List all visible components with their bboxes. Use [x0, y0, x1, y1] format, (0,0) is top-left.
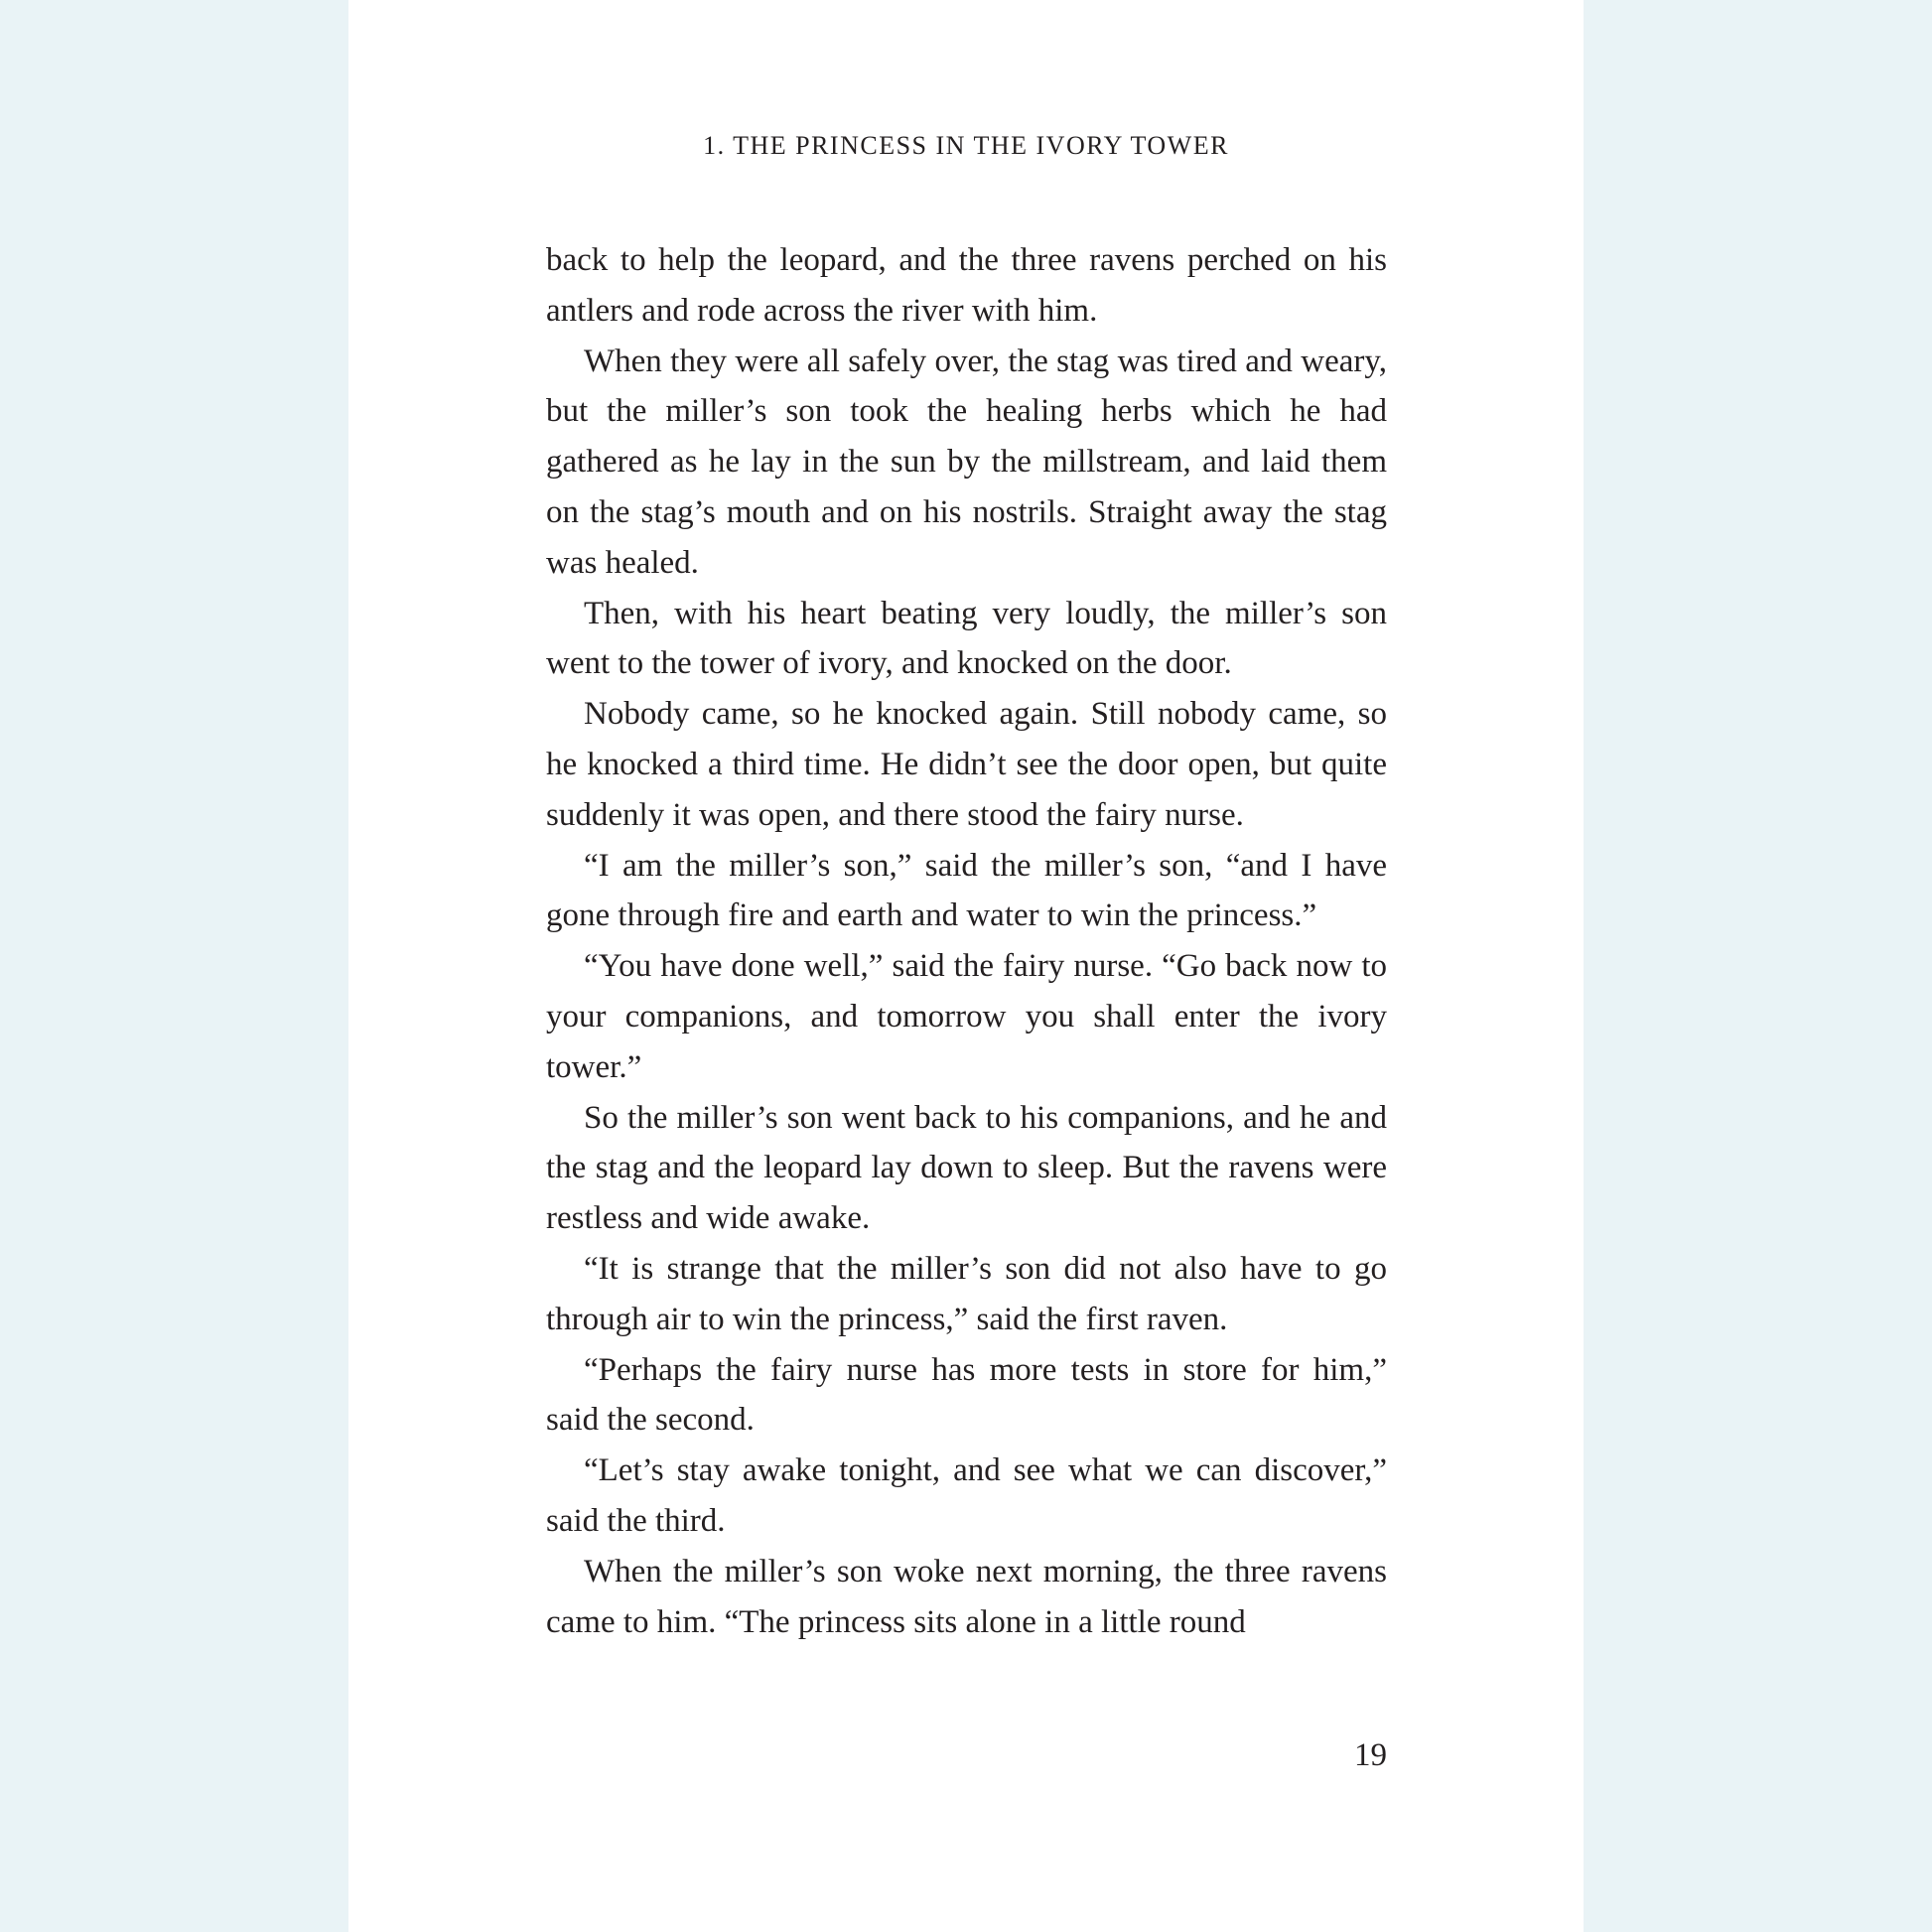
paragraph: “I am the miller’s son,” said the miller’s son, “and I have gone through fire and earth and water to win the princess.” [546, 847, 1387, 934]
paragraph: “It is strange that the miller’s son did not also have to go through air to win the princess,” said the first raven. [546, 1250, 1387, 1337]
book-page [348, 0, 1584, 1932]
paragraph: Then, with his heart beating very loudly, the miller’s son went to the tower of ivory, and knocked on the door. [546, 595, 1387, 682]
paragraph: So the miller’s son went back to his companions, and he and the stag and the leopard lay down to sleep. But the ravens were restless and wide awake. [546, 1099, 1387, 1237]
paragraph: “Let’s stay awake tonight, and see what we can discover,” said the third. [546, 1452, 1387, 1539]
paragraph: When they were all safely over, the stag was tired and weary, but the miller’s son took the healing herbs which he had gathered as he lay in the sun by the millstream, and laid them on the stag’s mouth and on his nostrils. Straight away the stag was healed. [546, 343, 1387, 581]
page-number: 19 [1354, 1737, 1387, 1773]
paragraph: When the miller’s son woke next morning, the three ravens came to him. “The princess sits alone in a little round [546, 1553, 1387, 1640]
paragraph: Nobody came, so he knocked again. Still nobody came, so he knocked a third time. He didn’t see the door open, but quite suddenly it was open, and there stood the fairy nurse. [546, 696, 1387, 833]
paragraph: “Perhaps the fairy nurse has more tests in store for him,” said the second. [546, 1351, 1387, 1439]
body-text [546, 235, 1387, 1647]
paragraph-continued: back to help the leopard, and the three ravens perched on his antlers and rode across the river with him. [546, 242, 1387, 329]
paragraph: “You have done well,” said the fairy nurse. “Go back now to your companions, and tomorrow you shall enter the ivory tower.” [546, 948, 1387, 1085]
running-head: 1. THE PRINCESS IN THE IVORY TOWER [703, 131, 1229, 160]
